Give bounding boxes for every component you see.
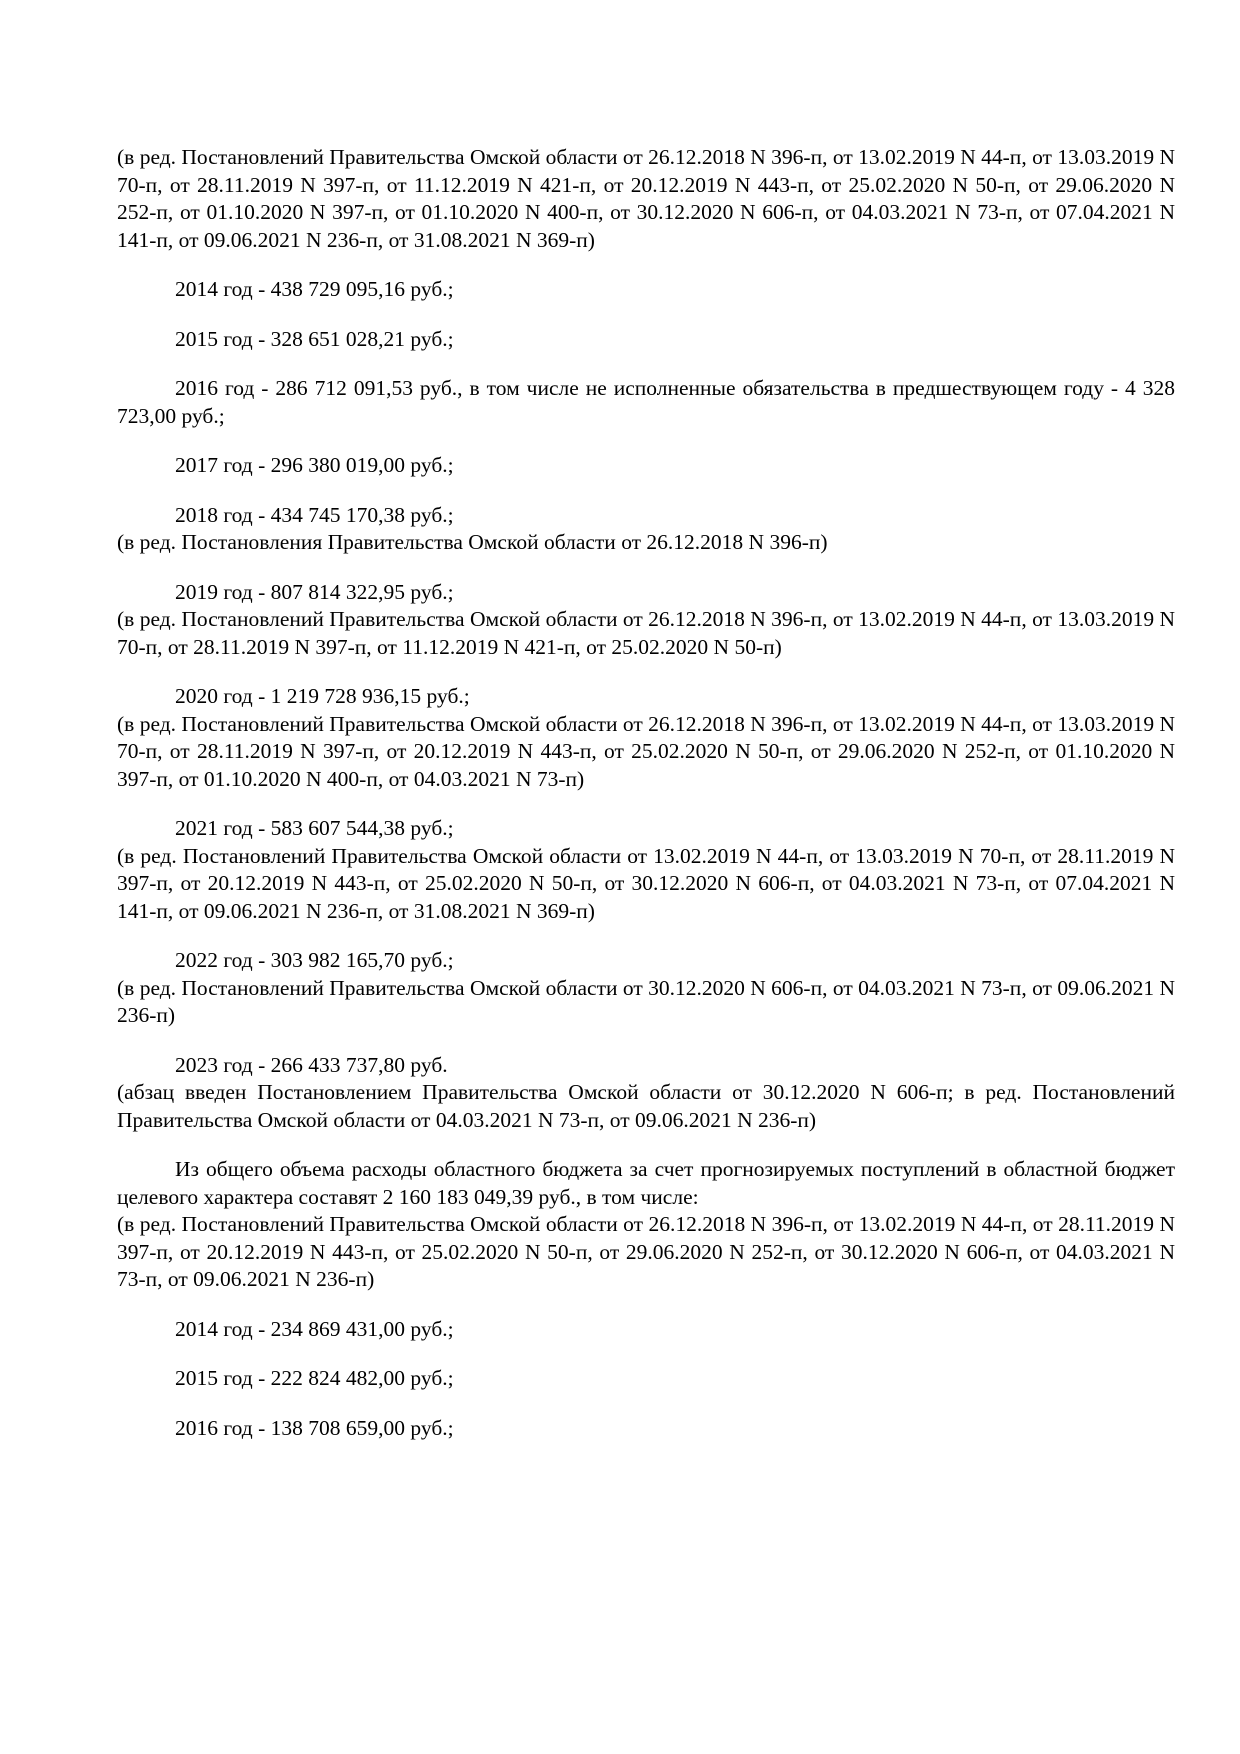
amendment-note: (в ред. Постановлений Правительства Омской области от 26.12.2018 N 396-п, от 13.02.2019 N 44-п, от 28.11.2019 N 397-п, от 20.12.2019 N 443-п, от 25.02.2020 N 50-п, от 29.06.2020 N 252-п, от 30.12.2020 N 606-п, от 04.03.2021 N 73-п, от 09.06.2021 N 236-п) — [117, 1212, 1175, 1291]
year-amount-2022: 2022 год - 303 982 165,70 руб.; — [175, 948, 454, 972]
amendment-note: (в ред. Постановлений Правительства Омской области от 26.12.2018 N 396-п, от 13.02.2019 N 44-п, от 13.03.2019 N 70-п, от 28.11.2019 N 397-п, от 11.12.2019 N 421-п, от 25.02.2020 N 50-п) — [117, 607, 1175, 659]
amendment-note: (абзац введен Постановлением Правительства Омской области от 30.12.2020 N 606-п; в ред. Постановлений Правительства Омской области от 04.03.2021 N 73-п, от 09.06.2021 N 236-п) — [117, 1080, 1175, 1132]
year-amount-2015: 2015 год - 328 651 028,21 руб.; — [175, 326, 454, 351]
amendment-note: (в ред. Постановлений Правительства Омской области от 26.12.2018 N 396-п, от 13.02.2019 N 44-п, от 13.03.2019 N 70-п, от 28.11.2019 N 397-п, от 20.12.2019 N 443-п, от 25.02.2020 N 50-п, от 29.06.2020 N 252-п, от 01.10.2020 N 397-п, от 01.10.2020 N 400-п, от 04.03.2021 N 73-п) — [117, 711, 1175, 791]
target-year-amount-2014: 2014 год - 234 869 431,00 руб.; — [175, 1316, 454, 1341]
target-year-amount-2016: 2016 год - 138 708 659,00 руб.; — [175, 1415, 454, 1440]
amendment-note: (в ред. Постановлений Правительства Омской области от 30.12.2020 N 606-п, от 04.03.2021 N 73-п, от 09.06.2021 N 236-п) — [117, 975, 1175, 1027]
target-year-amount-2015: 2015 год - 222 824 482,00 руб.; — [175, 1366, 454, 1390]
amendment-note: (в ред. Постановлений Правительства Омской области от 13.02.2019 N 44-п, от 13.03.2019 N 70-п, от 28.11.2019 N 397-п, от 20.12.2019 N 443-п, от 25.02.2020 N 50-п, от 30.12.2020 N 606-п, от 04.03.2021 N 73-п, от 07.04.2021 N 141-п, от 09.06.2021 N 236-п, от 31.08.2021 N 369-п) — [117, 843, 1175, 923]
year-amount-2017: 2017 год - 296 380 019,00 руб.; — [175, 453, 454, 477]
target-funds-paragraph: Из общего объема расходы областного бюджета за счет прогнозируемых поступлений в областной бюджет целевого характера составят 2 160 183 049,39 руб., в том числе: — [117, 1157, 1175, 1209]
year-amount-2016: 2016 год - 286 712 091,53 руб., в том числе не исполненные обязательства в предшествующем году - 4 328 723,00 руб.; — [117, 376, 1175, 428]
document-page — [117, 144, 1175, 1442]
year-amount-2021: 2021 год - 583 607 544,38 руб.; — [175, 816, 454, 840]
amendment-note: (в ред. Постановления Правительства Омской области от 26.12.2018 N 396-п) — [117, 530, 828, 554]
year-amount-2020: 2020 год - 1 219 728 936,15 руб.; — [175, 684, 470, 708]
amendment-note: (в ред. Постановлений Правительства Омской области от 26.12.2018 N 396-п, от 13.02.2019 N 44-п, от 13.03.2019 N 70-п, от 28.11.2019 N 397-п, от 11.12.2019 N 421-п, от 20.12.2019 N 443-п, от 25.02.2020 N 50-п, от 29.06.2020 N 252-п, от 01.10.2020 N 397-п, от 01.10.2020 N 400-п, от 30.12.2020 N 606-п, от 04.03.2021 N 73-п, от 07.04.2021 N 141-п, от 09.06.2021 N 236-п, от 31.08.2021 N 369-п) — [117, 145, 1175, 252]
year-amount-2018: 2018 год - 434 745 170,38 руб.; — [175, 502, 454, 527]
year-amount-2014: 2014 год - 438 729 095,16 руб.; — [175, 277, 454, 301]
year-amount-2023: 2023 год - 266 433 737,80 руб. — [175, 1052, 448, 1077]
year-amount-2019: 2019 год - 807 814 322,95 руб.; — [175, 579, 454, 604]
